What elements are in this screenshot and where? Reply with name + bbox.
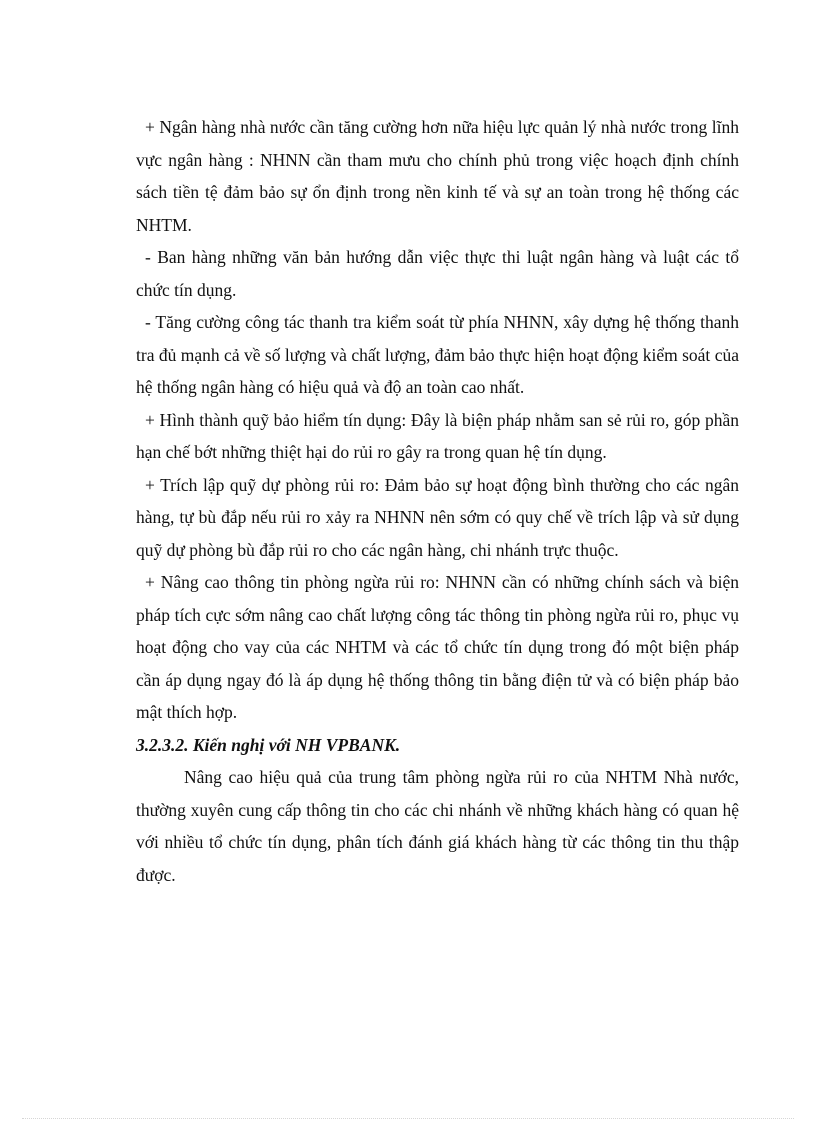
paragraph-risk-provision-fund: + Trích lập quỹ dự phòng rủi ro: Đảm bảo sự hoạt động bình thường cho các ngân hàng, tự bù đắp nếu rủi ro xảy ra NHNN nên sớm có quy chế về trích lập và sử dụng quỹ dự phòng bù đắp rủi ro cho các ngân hàng, chi nhánh trực thuộc.: [136, 474, 739, 560]
paragraph-guidance-documents: - Ban hàng những văn bản hướng dẫn việc thực thi luật ngân hàng và luật các tổ chức tín dụng.: [136, 247, 739, 300]
paragraph-risk-information: + Nâng cao thông tin phòng ngừa rủi ro: NHNN cần có những chính sách và biện pháp tích cực sớm nâng cao chất lượng công tác thông tin phòng ngừa rủi ro, phục vụ hoạt động cho vay của các NHTM và các tổ chức tín dụng trong đó một biện pháp cần áp dụng ngay đó là áp dụng hệ thống thông tin bằng điện tử và có biện pháp bảo mật thích hợp.: [136, 572, 739, 722]
page-bottom-divider: [22, 1118, 794, 1119]
paragraph-credit-insurance-fund: + Hình thành quỹ bảo hiểm tín dụng: Đây là biện pháp nhằm san sẻ rủi ro, góp phần hạn chế bớt những thiệt hại do rủi ro gây ra trong quan hệ tín dụng.: [136, 409, 739, 462]
document-body: [136, 111, 739, 891]
paragraph-vpbank-recommendation: Nâng cao hiệu quả của trung tâm phòng ngừa rủi ro của NHTM Nhà nước, thường xuyên cung cấp thông tin cho các chi nhánh về những khách hàng có quan hệ với nhiều tổ chức tín dụng, phân tích đánh giá khách hàng từ các thông tin thu thập được.: [136, 767, 739, 885]
section-heading: 3.2.3.2. Kiến nghị với NH VPBANK.: [136, 734, 401, 755]
paragraph-inspection-control: - Tăng cường công tác thanh tra kiểm soát từ phía NHNN, xây dựng hệ thống thanh tra đủ mạnh cả về số lượng và chất lượng, đảm bảo thực hiện hoạt động kiểm soát của hệ thống ngân hàng có hiệu quả và độ an toàn cao nhất.: [136, 312, 739, 397]
paragraph-state-bank-management: + Ngân hàng nhà nước cần tăng cường hơn nữa hiệu lực quản lý nhà nước trong lĩnh vực ngân hàng : NHNN cần tham mưu cho chính phủ trong việc hoạch định chính sách tiền tệ đảm bảo sự ổn định trong nền kinh tế và sự an toàn trong hệ thống các NHTM.: [136, 117, 739, 235]
